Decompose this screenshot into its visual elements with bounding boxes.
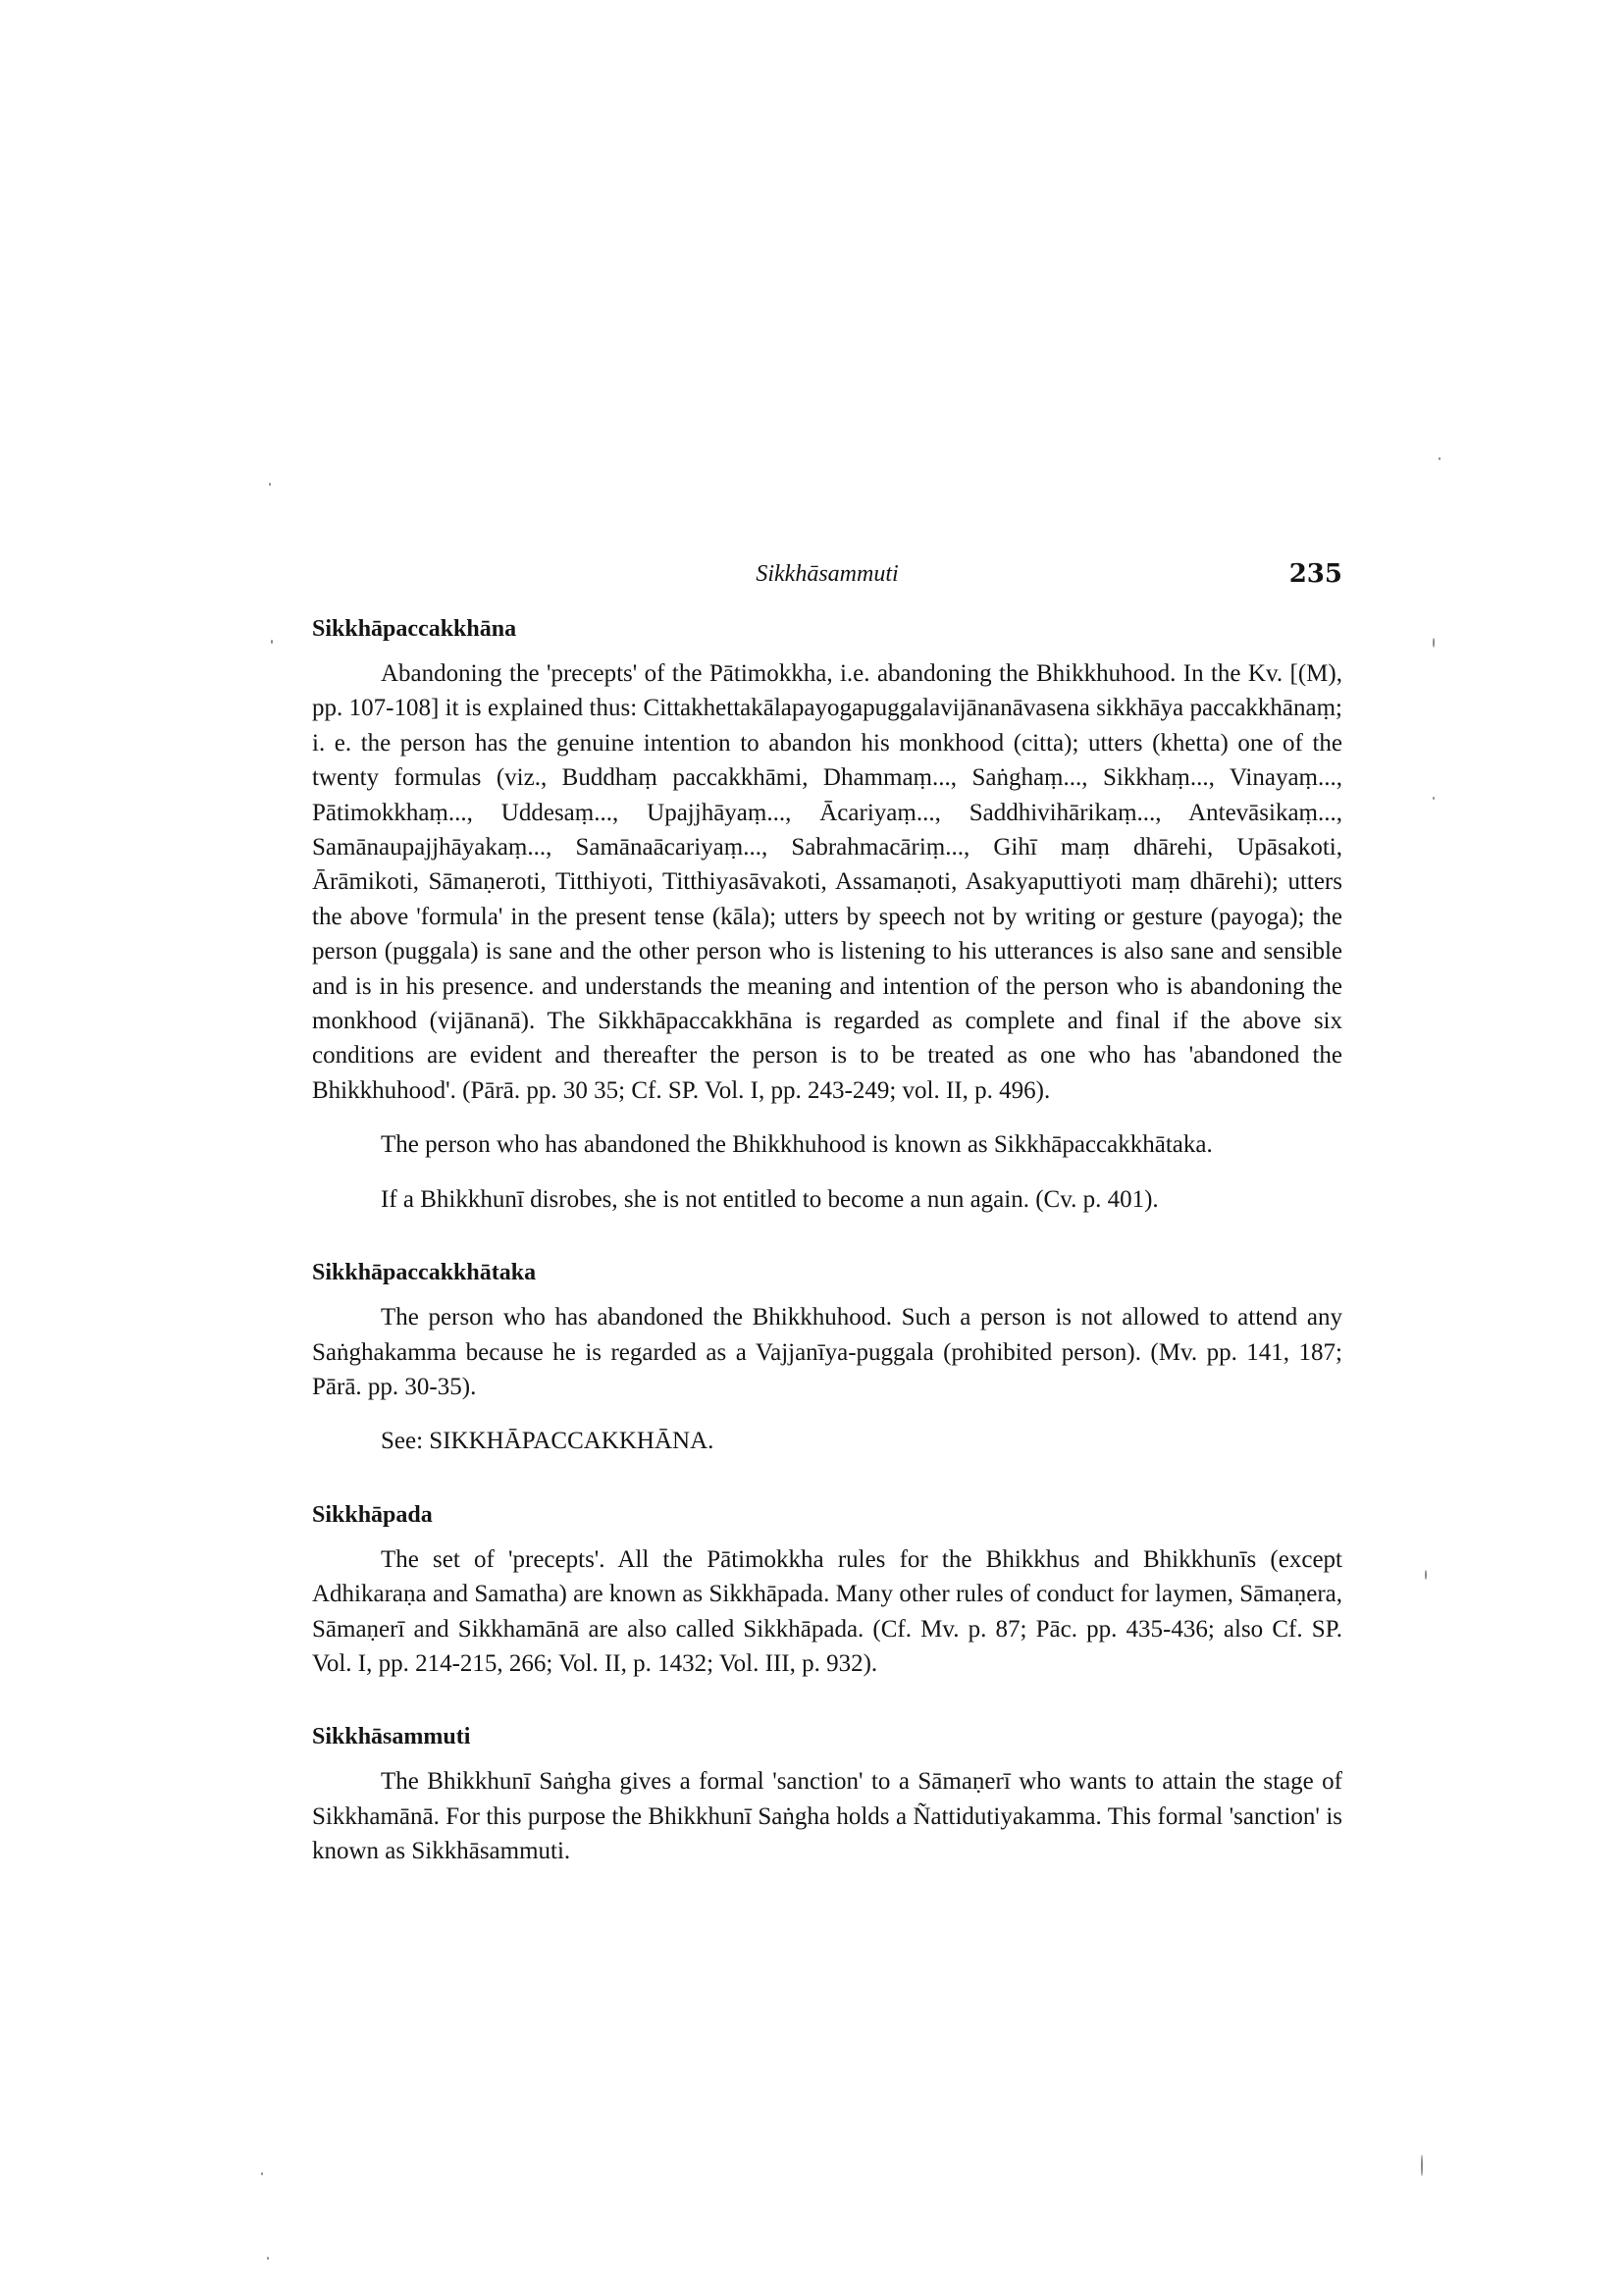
running-header [312, 561, 1342, 600]
scan-speck [1421, 2155, 1423, 2176]
entry-sikkhapaccakkhataka [312, 1260, 1342, 1459]
entry-paragraph: The set of 'precepts'. All the Pātimokkha rules for the Bhikkhus and Bhikkhunīs (except Adhikaraṇa and Samatha) are known as Sikkhāpada. Many other rules of conduct for laymen, Sāmaṇera, Sāmaṇerī and Sikkhamānā are also called Sikkhāpada. (Cf. Mv. p. 87; Pāc. pp. 435-436; also Cf. SP. Vol. I, pp. 214-215, 266; Vol. II, p. 1432; Vol. III, p. 932). [312, 1545, 1342, 1677]
entry-heading: Sikkhāsammuti [312, 1724, 471, 1750]
scan-speck [271, 640, 273, 644]
entry-paragraph: Abandoning the 'precepts' of the Pātimokkha, i.e. abandoning the Bhikkhuhood. In the Kv. [(M), pp. 107-108] it is explained thus: Cittakhettakālapayogapuggalavijānanāvasena sikkhāya paccakkhānaṃ; i. e. the person has the genuine intention to abandon his monkhood (citta); utters (khetta) one of the twenty formulas (viz., Buddhaṃ paccakkhāmi, Dhammaṃ..., Saṅghaṃ..., Sikkhaṃ..., Vinayaṃ..., Pātimokkhaṃ..., Uddesaṃ..., Upajjhāyaṃ..., Ācariyaṃ..., Saddhivihārikaṃ..., Antevāsikaṃ..., Samānaupajjhāyakaṃ..., Samānaācariyaṃ..., Sabrahmacāriṃ..., Gihī maṃ dhārehi, Upāsakoti, Ārāmikoti, Sāmaṇeroti, Titthiyoti, Titthiyasāvakoti, Assamaṇoti, Asakyaputtiyoti maṃ dhārehi); utters the above 'formula' in the present tense (kāla); utters by speech not by writing or gesture (payoga); the person (puggala) is sane and the other person who is listening to his utterances is also sane and sensible and is in his presence. and understands the meaning and intention of the person who is abandoning the monkhood (vijānanā). The Sikkhāpaccakkhāna is regarded as complete and final if the above six conditions are evident and thereafter the person is to be treated as one who has 'abandoned the Bhikkhuhood'. (Pārā. pp. 30 35; Cf. SP. Vol. I, pp. 243-249; vol. II, p. 496). [312, 660, 1342, 1104]
entry-paragraph: If a Bhikkhunī disrobes, she is not entitled to become a nun again. (Cv. p. 401). [381, 1185, 1159, 1213]
scan-speck [267, 2257, 269, 2260]
entry-heading: Sikkhāpaccakkhāna [312, 616, 517, 642]
entry-paragraph: The person who has abandoned the Bhikkhuhood. Such a person is not allowed to attend any Saṅghakamma because he is regarded as a Vajjanīya-puggala (prohibited person). (Mv. pp. 141, 187; Pārā. pp. 30-35). [312, 1304, 1342, 1400]
entry-paragraph: The person who has abandoned the Bhikkhuhood is known as Sikkhāpaccakkhātaka. [381, 1131, 1213, 1159]
running-title: Sikkhāsammuti [756, 561, 899, 587]
dictionary-entries [312, 616, 1342, 1912]
entry-sikkhapada [312, 1502, 1342, 1682]
entry-sikkhapaccakkhana [312, 616, 1342, 1217]
see-also-reference: See: SIKKHĀPACCAKKHĀNA. [381, 1428, 714, 1455]
scan-speck [261, 2172, 263, 2175]
scan-speck [1433, 797, 1435, 800]
entry-heading: Sikkhāpada [312, 1501, 433, 1528]
scan-speck [1433, 638, 1435, 648]
entry-sikkhasammuti [312, 1724, 1342, 1868]
page-number: 235 [1288, 559, 1342, 589]
scan-speck [1425, 1570, 1427, 1580]
entry-paragraph: The Bhikkhunī Saṅgha gives a formal 'sanction' to a Sāmaṇerī who wants to attain the stage of Sikkhamānā. For this purpose the Bhikkhunī Saṅgha holds a Ñattidutiyakamma. This formal 'sanction' is known as Sikkhāsammuti. [312, 1768, 1342, 1865]
entry-heading: Sikkhāpaccakkhātaka [312, 1260, 537, 1286]
scan-speck [1439, 457, 1441, 460]
scan-speck [269, 483, 271, 486]
